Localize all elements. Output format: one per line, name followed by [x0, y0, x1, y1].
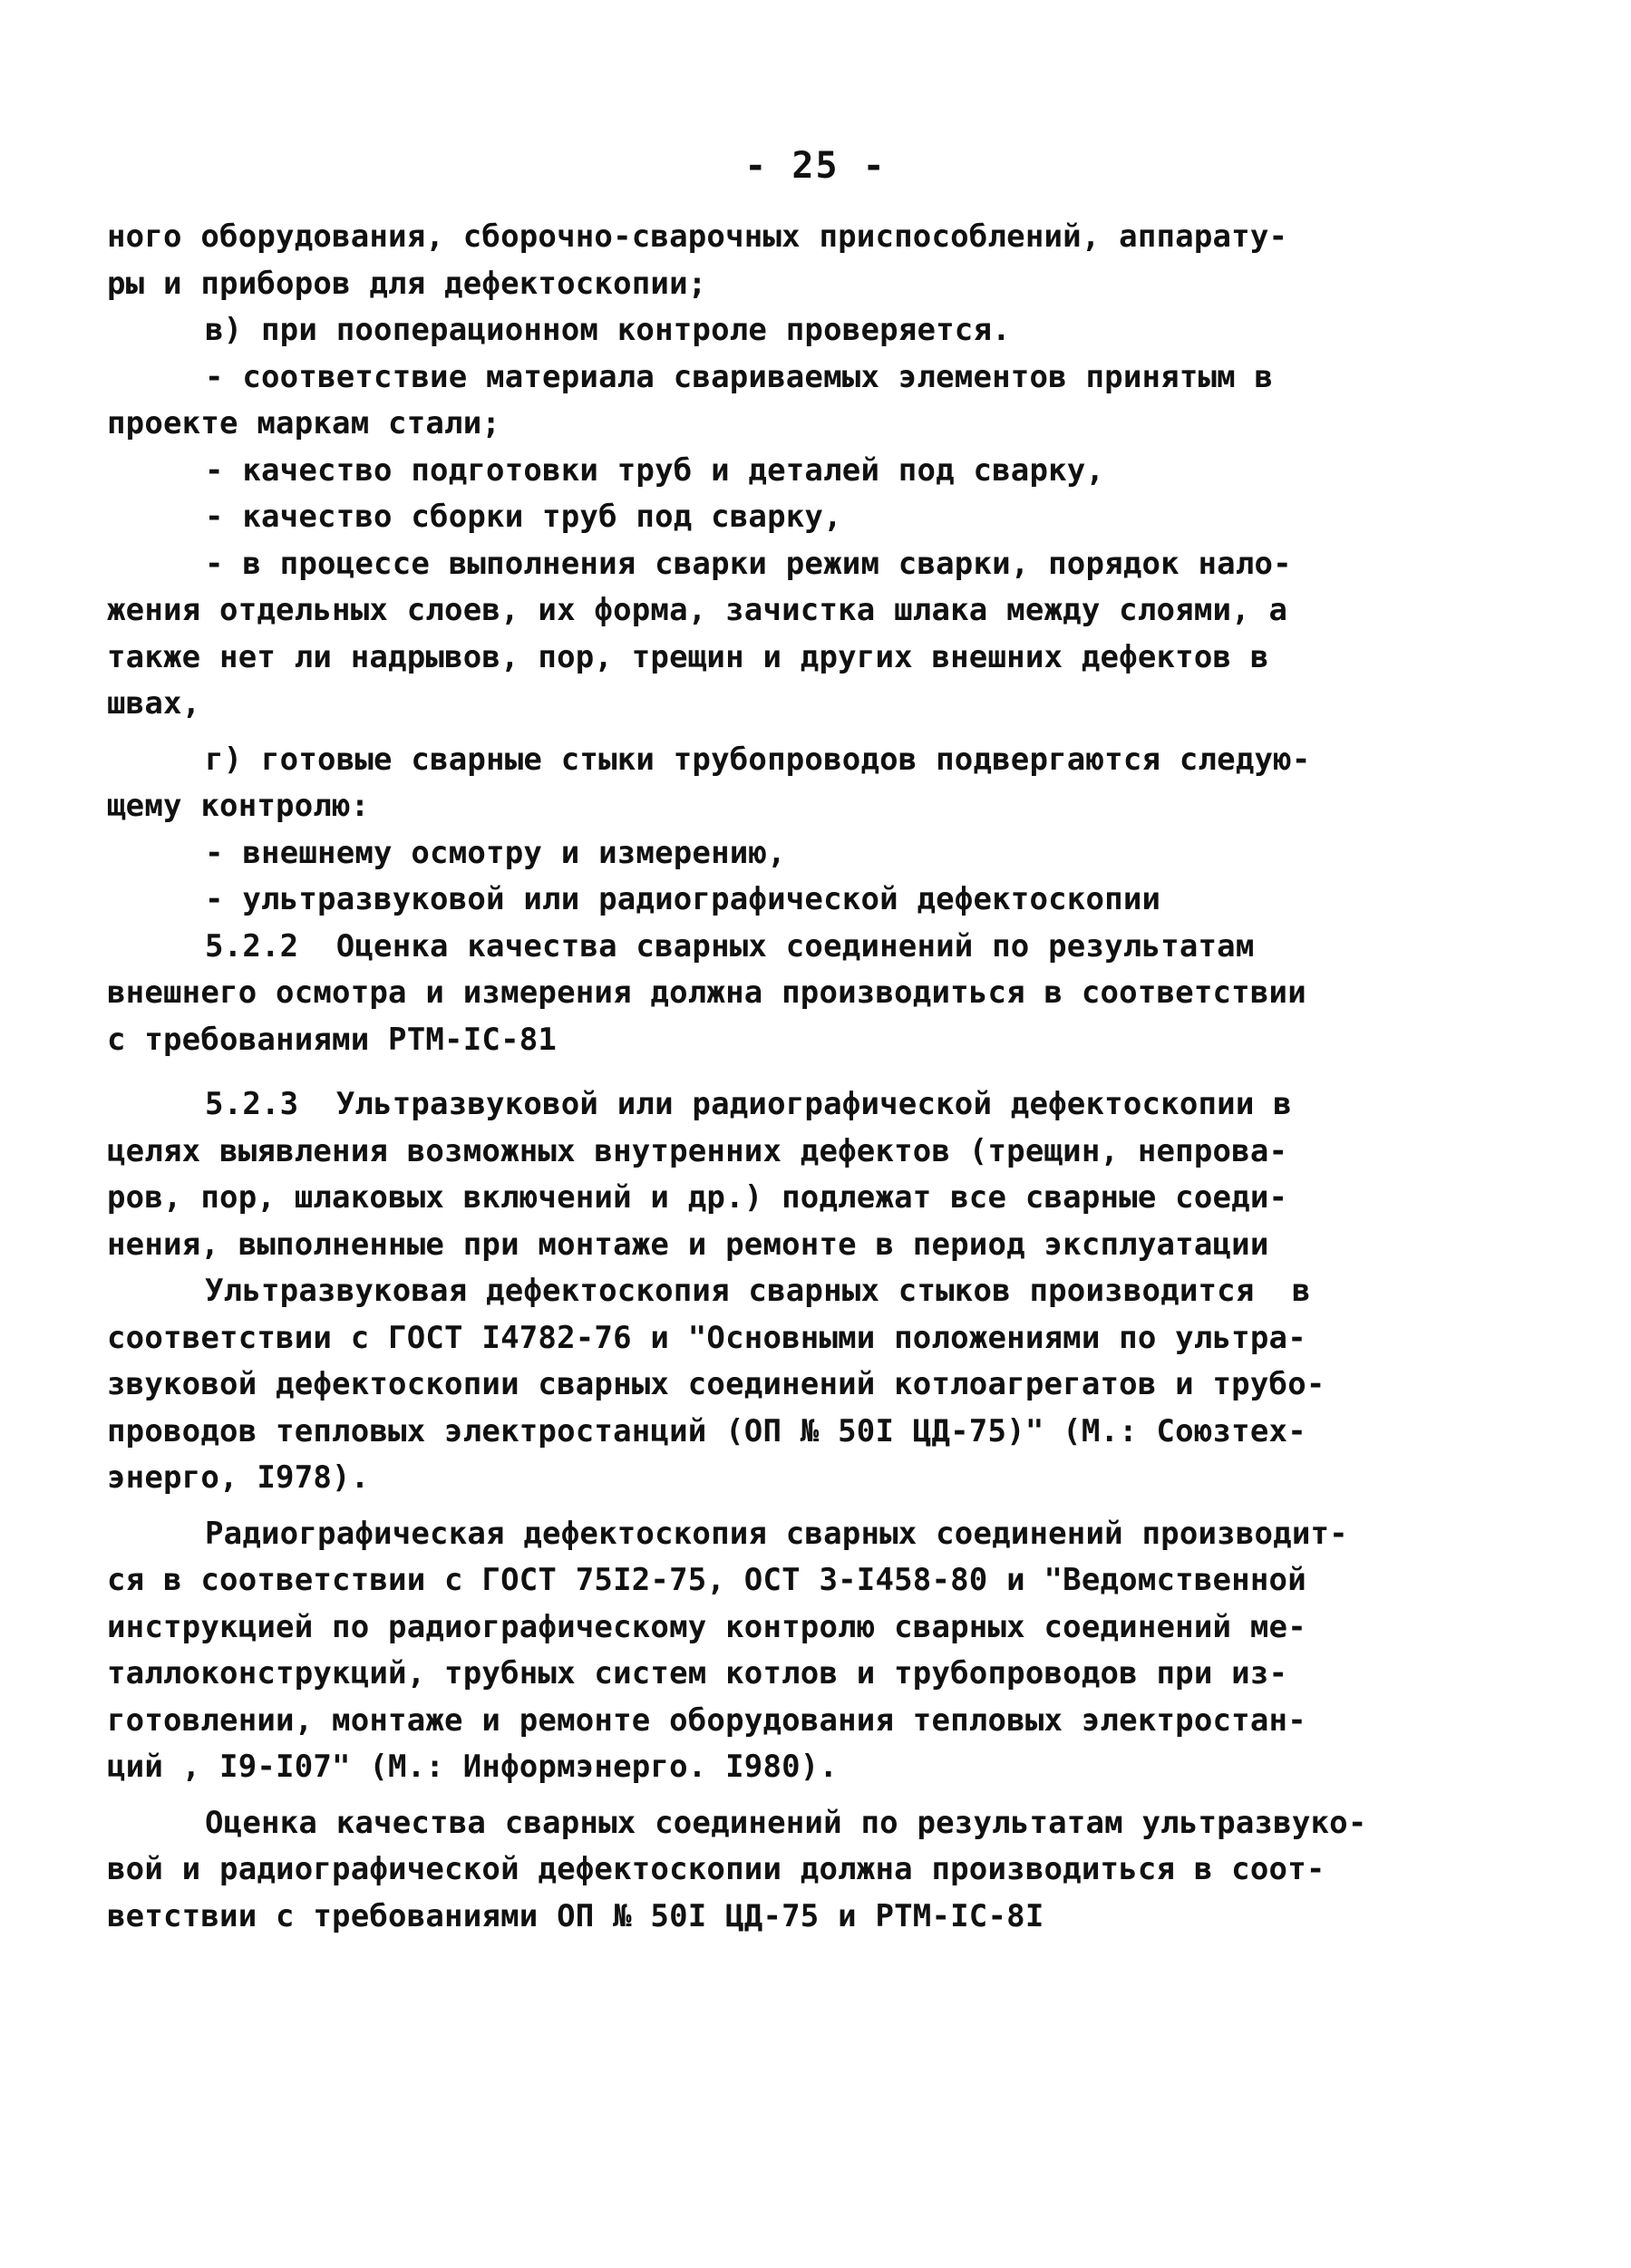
text-line: щему контролю:: [107, 788, 370, 824]
text-line: - соответствие материала свариваемых элементов принятым в: [205, 358, 1274, 395]
text-line: внешнего осмотра и измерения должна производиться в соответствии: [107, 974, 1306, 1011]
text-line: ся в соответствии с ГОСТ 75I2-75, ОСТ 3-I458-80 и "Ведомственной: [107, 1562, 1306, 1598]
text-line: ветствии с требованиями ОП № 50I ЦД-75 и РТМ-IC-8I: [107, 1897, 1044, 1934]
text-line: звуковой дефектоскопии сварных соединений котлоагрегатов и трубо-: [107, 1366, 1325, 1402]
paragraph-radiographic: Радиографическая дефектоскопия сварных соединений производит-: [205, 1515, 1348, 1552]
text-line: ного оборудования, сборочно-сварочных приспособлений, аппарату-: [107, 218, 1288, 255]
text-line: целях выявления возможных внутренних дефектов (трещин, непрова-: [107, 1132, 1288, 1169]
text-line: готовлении, монтаже и ремонте оборудования тепловых электростан-: [107, 1701, 1306, 1739]
text-line: также нет ли надрывов, пор, трещин и других внешних дефектов в: [107, 638, 1269, 675]
text-line: жения отдельных слоев, их форма, зачистка шлака между слоями, а: [107, 592, 1288, 628]
list-item-g-heading: г) готовые сварные стыки трубопроводов подвергаются следую-: [205, 741, 1311, 778]
text-line: инструкцией по радиографическому контролю сварных соединений ме-: [107, 1608, 1306, 1645]
text-line: ров, пор, шлаковых включений и др.) подлежат все сварные соеди-: [107, 1179, 1288, 1216]
text-line: ры и приборов для дефектоскопии;: [107, 265, 707, 302]
text-line: проводов тепловых электростанций (ОП № 50I ЦД-75)" (М.: Союзтех-: [107, 1412, 1306, 1449]
text-line: ций , I9-I07" (М.: Информэнерго. I980).: [107, 1749, 839, 1785]
text-line: таллоконструкций, трубных систем котлов и трубопроводов при из-: [107, 1655, 1288, 1691]
section-5-2-3: 5.2.3 Ультразвуковой или радиографической дефектоскопии в: [205, 1086, 1292, 1122]
list-item-v-heading: в) при пооперационном контроле проверяется.: [205, 312, 1011, 348]
paragraph-quality-assessment: Оценка качества сварных соединений по результатам ультразвуко-: [205, 1804, 1367, 1841]
text-line: - качество сборки труб под сварку,: [205, 499, 842, 535]
text-line: - качество подготовки труб и деталей под сварку,: [205, 451, 1105, 489]
text-line: проекте маркам стали;: [107, 405, 501, 441]
text-line: вой и радиографической дефектоскопии должна производиться в соот-: [107, 1851, 1325, 1887]
section-5-2-2: 5.2.2 Оценка качества сварных соединений по результатам: [205, 927, 1255, 964]
text-line: соответствии с ГОСТ I4782-76 и "Основными положениями по ультра-: [107, 1319, 1306, 1356]
text-line: с требованиями РТМ-IC-81: [107, 1021, 558, 1058]
paragraph-ultrasonic: Ультразвуковая дефектоскопия сварных стыков производится в: [205, 1273, 1311, 1309]
page-number: - 25 -: [744, 145, 887, 187]
text-line: энерго, I978).: [107, 1459, 370, 1496]
text-line: - ультразвуковой или радиографической дефектоскопии: [205, 881, 1161, 917]
text-line: нения, выполненные при монтаже и ремонте в период эксплуатации: [107, 1226, 1269, 1263]
text-line: - внешнему осмотру и измерению,: [205, 834, 786, 871]
text-line: швах,: [107, 685, 201, 722]
body-text: [107, 214, 1413, 1940]
text-line: - в процессе выполнения сварки режим сварки, порядок нало-: [205, 545, 1292, 582]
